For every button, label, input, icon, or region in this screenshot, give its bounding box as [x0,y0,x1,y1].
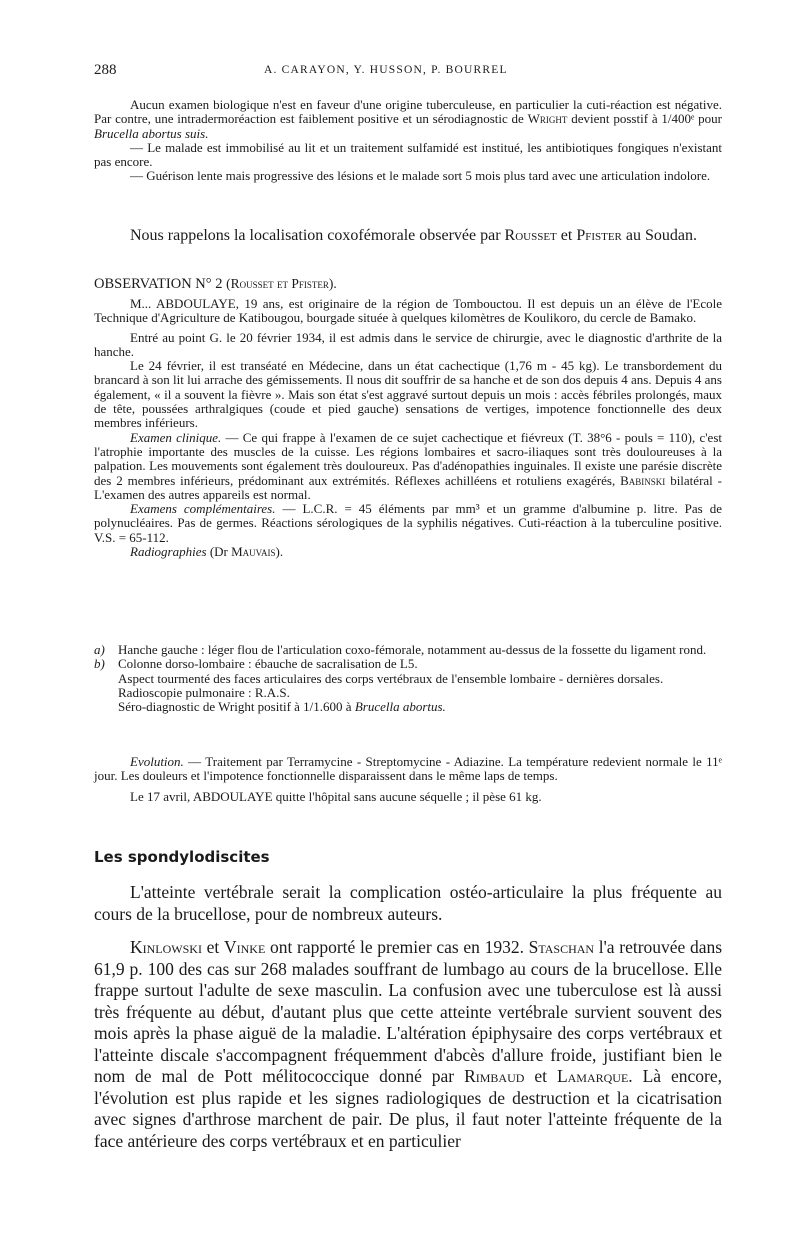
species-name: Brucella abortus suis. [94,125,209,141]
obs-paragraph-2: Entré au point G. le 20 février 1934, il est admis dans le service de chirurgie, avec le diagnostic d'arthrite de la hanche. [94,329,722,359]
list-item: b) Colonne dorso-lombaire : ébauche de sacralisation de L5. [94,656,418,672]
obs-paragraph-3: Le 24 février, il est transéaté en Médecine, dans un état cachectique (1,76 m - 45 kg). Le transbordement du brancard à son lit lui arrache des gémissements. Il nous dit souffrir de sa hanche et de son dos depuis 4 ans. Depuis 4 ans également, « il a souvent la fièvre ». Mais son état s'est aggravé surtout depuis un mois : accès fébriles prolongés, maux de tête, poussées arthralgiques (coude et pied gauche) sensations de vertiges, impotence fonctionnelle des deux membres inférieurs. [94,358,722,431]
recall-paragraph: Nous rappelons la localisation coxofémorale observée par Rousset et Pfister au Soudan. [130,227,697,244]
list-item: a) Hanche gauche : léger flou de l'articulation coxo-fémorale, notamment au-dessus de la fossette du ligament rond. [94,642,707,657]
obs-paragraph-1: M... ABDOULAYE, 19 ans, est originaire de la région de Tombouctou. Il est depuis un an élève de l'Ecole Technique d'Agriculture de Katibougou, bourgade située à quelques kilomètres de Koulikoro, du cercle de Bamako. [94,296,722,326]
intro-paragraph-3: — Guérison lente mais progressive des lésions et le malade sort 5 mois plus tard avec une articulation indolore. [130,168,711,184]
intro-block [94,98,722,184]
list-item-continuation: Aspect tourmenté des faces articulaires des corps vertébraux de l'ensemble lombaire - dernières dorsales. [118,670,664,686]
section-body [94,882,722,1152]
evolution-block [94,755,722,804]
obs-exam-clinique: Examen clinique. — Ce qui frappe à l'examen de ce sujet cachectique et fiévreux (T. 38°6 - pouls = 110), c'est l'atrophie importante des muscles de la cuisse. Les régions lombaires et sacro-iliaques sont très douloureuses à la palpation. Les mouvements sont également très douloureux. Pas d'adénopathies inguinales. Il existe une parésie discrète des 2 membres inférieurs, prédominant aux extrémités. Réflexes achilléens et rotuliens exagérés, Babinski bilatéral - L'examen des autres appareils est normal. [94,429,723,502]
section-heading: Les spondylodiscites [94,848,270,866]
running-header-authors: A. CARAYON, Y. HUSSON, P. BOURREL [264,64,508,76]
obs-evolution: Evolution. — Traitement par Terramycine - Streptomycine - Adiazine. La température redevient normale le 11ᵉ jour. Les douleurs et l'impotence fonctionnelle disparaissent dans le même laps de temps. [94,754,722,784]
observation-title: OBSERVATION N° 2 (Rousset et Pfister). [94,276,337,292]
intro-paragraph-1: Aucun examen biologique n'est en faveur d'une origine tuberculeuse, en particulier la cuti-réaction est négative. Par contre, une intradermoréaction est faiblement positive et un sérodiagnostic de Wright devient posstif à 1/400ᵉ pour Brucella abortus suis. [94,97,723,141]
list-item-continuation: Radioscopie pulmonaire : R.A.S. [118,684,290,700]
intro-paragraph-2: — Le malade est immobilisé au lit et un traitement sulfamidé est institué, les antibiotiques fongiques n'existant pas encore. [94,139,722,170]
section-paragraph-2: Kinlowski et Vinke ont rapporté le premier cas en 1932. Staschan l'a retrouvée dans 61,9 p. 100 des cas sur 268 malades souffrant de lumbago au cours de la brucellose. Elle frappe surtout l'adulte de sexe masculin. La confusion avec une tuberculose est là aussi très fréquente au début, d'autant plus que cette atteinte vertébrale survient souvent des mois après la phase aiguë de la maladie. L'altération épiphysaire des corps vertébraux et l'atteinte discale s'accompagnent fréquemment d'abcès d'allure froide, justifiant bien le nom de mal de Pott mélitococcique donné par Rimbaud et Lamarque. Là encore, l'évolution est plus rapide et les signes radiologiques de destruction et la cicatrisation avec signes d'arthrose marchent de pair. De plus, il faut noter l'atteinte fréquente de la face antérieure des corps vertébraux et en particulier [94,937,723,1151]
running-header [94,62,714,82]
obs-radiographies-heading: Radiographies (Dr Mauvais). [130,544,284,560]
author-rousset: Rousset [504,227,557,244]
section-paragraph-1: L'atteinte vertébrale serait la complication ostéo-articulaire la plus fréquente au cours de la brucellose, pour de nombreux auteurs. [94,882,722,924]
obs-final: Le 17 avril, ABDOULAYE quitte l'hôpital sans aucune séquelle ; il pèse 61 kg. [130,788,542,804]
page-number: 288 [94,62,117,78]
author-pfister: Pfister [576,227,622,244]
obs-exam-complementaires: Examens complémentaires. — L.C.R. = 45 éléments par mm³ et un gramme d'albumine p. litre. Pas de polynucléaires. Pas de germes. Réactions sérologiques de la syphilis négatives. Cuti-réaction à la tuberculine positive. V.S. = 65-112. [94,501,722,545]
radiography-list [94,643,722,714]
observation-body [94,297,722,559]
author-wright: Wright [527,111,568,127]
list-item-continuation: Séro-diagnostic de Wright positif à 1/1.600 à Brucella abortus. [118,699,446,715]
